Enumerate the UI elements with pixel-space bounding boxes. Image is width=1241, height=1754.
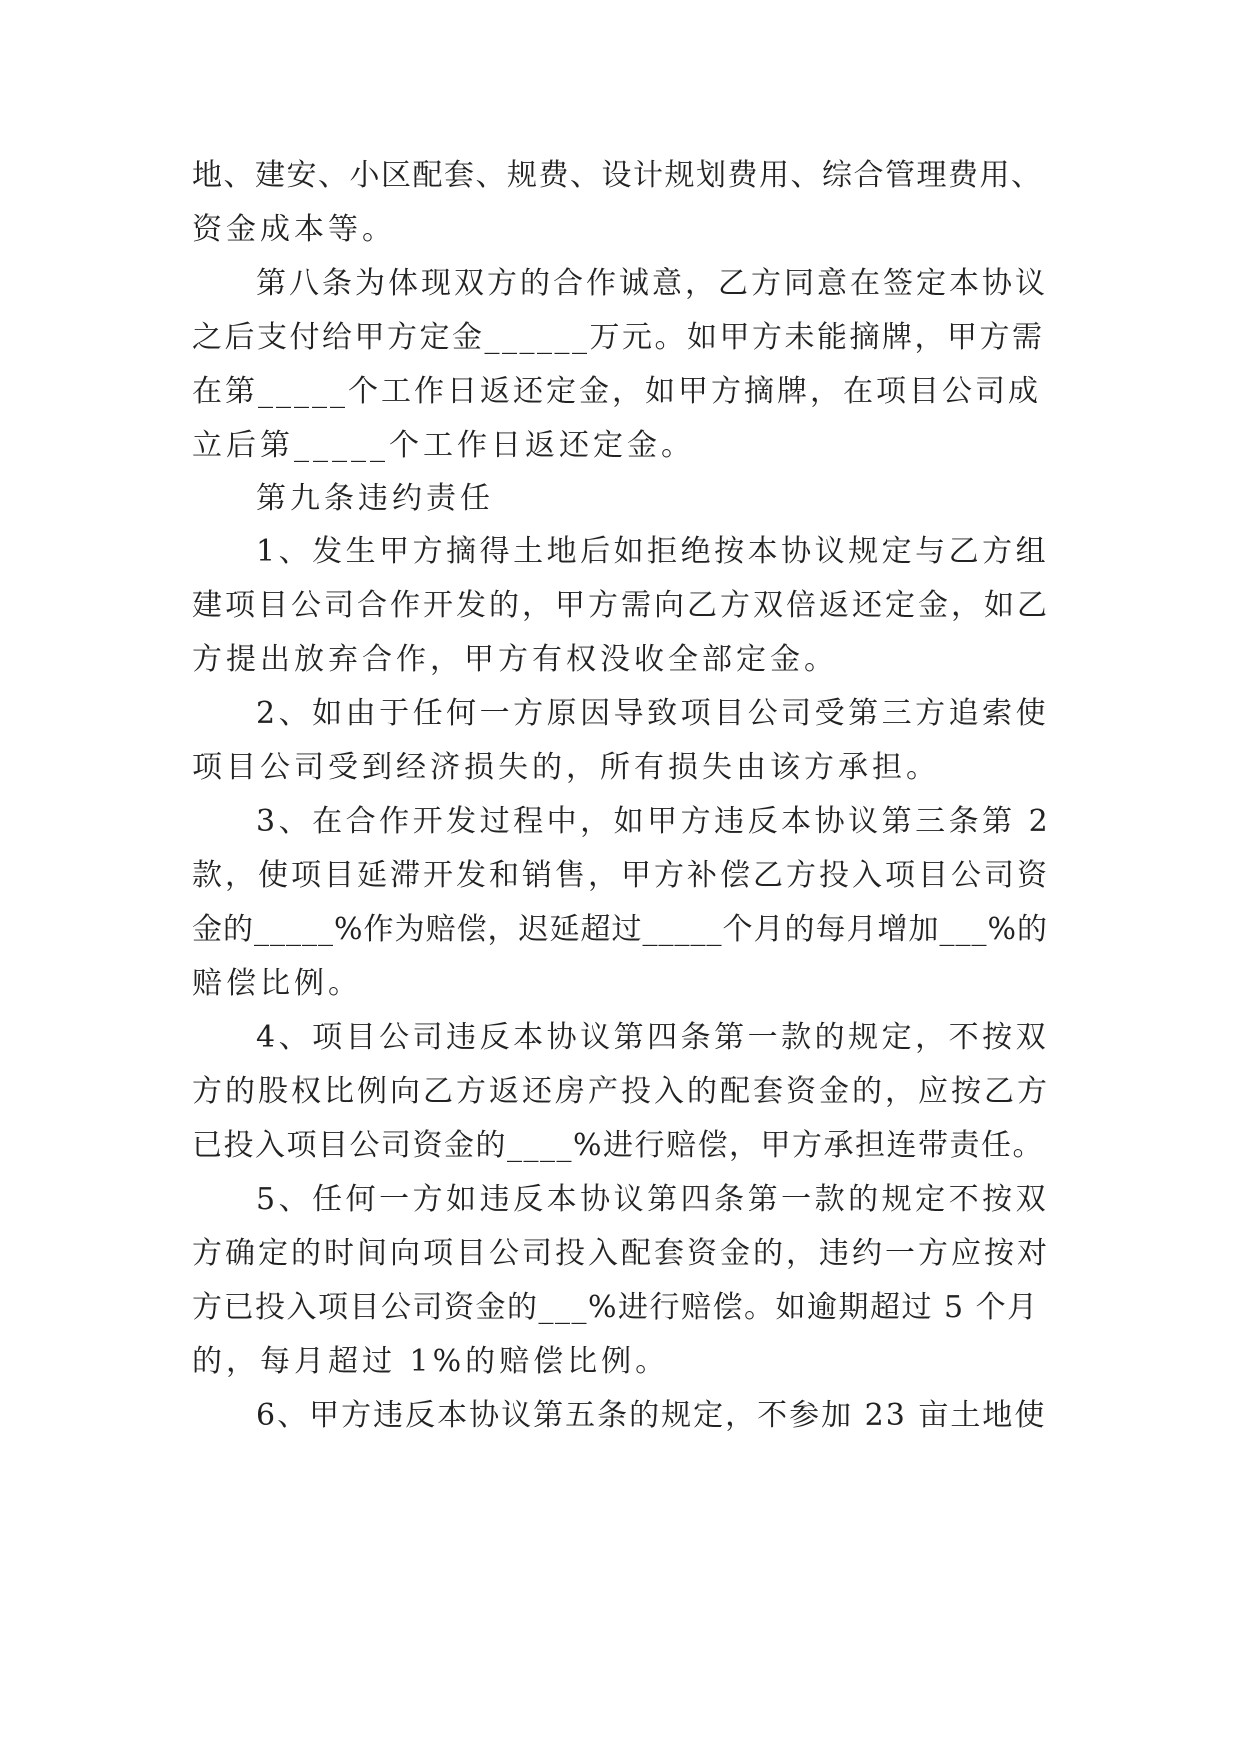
article-9-heading: 第九条违约责任 [256, 481, 494, 516]
text-line: 方确定的时间向项目公司投入配套资金的，违约一方应按对 [192, 1236, 1050, 1271]
text-line: 已投入项目公司资金的____%进行赔偿，甲方承担连带责任。 [192, 1128, 1045, 1163]
article-8-text: 第八条为体现双方的合作诚意，乙方同意在签定本协议 [256, 266, 1048, 301]
clause-4-text: 4、项目公司违反本协议第四条第一款的规定，不按双 [256, 1020, 1050, 1055]
text-line: 方已投入项目公司资金的___%进行赔偿。如逾期超过 5 个月 [192, 1290, 1039, 1325]
clause-6-text: 6、甲方违反本协议第五条的规定，不参加 23 亩土地使 [256, 1398, 1047, 1433]
text-line: 立后第_____个工作日返还定金。 [192, 428, 695, 463]
text-line: 资金成本等。 [192, 212, 396, 247]
clause-3-text: 3、在合作开发过程中，如甲方违反本协议第三条第 2 [256, 804, 1052, 839]
text-line: 金的_____%作为赔偿，迟延超过_____个月的每月增加___%的 [192, 912, 1049, 947]
text-line: 方的股权比例向乙方返还房产投入的配套资金的，应按乙方 [192, 1074, 1050, 1109]
text-line: 之后支付给甲方定金______万元。如甲方未能摘牌，甲方需 [192, 320, 1045, 355]
clause-1-text: 1、发生甲方摘得土地后如拒绝按本协议规定与乙方组 [256, 534, 1050, 569]
clause-5-text: 5、任何一方如违反本协议第四条第一款的规定不按双 [256, 1182, 1050, 1217]
text-line: 地、建安、小区配套、规费、设计规划费用、综合管理费用、 [192, 158, 1043, 193]
text-line: 项目公司受到经济损失的，所有损失由该方承担。 [192, 750, 940, 785]
text-line: 款，使项目延滞开发和销售，甲方补偿乙方投入项目公司资 [192, 858, 1050, 893]
clause-2-text: 2、如由于任何一方原因导致项目公司受第三方追索使 [256, 696, 1050, 731]
text-line: 在第_____个工作日返还定金，如甲方摘牌，在项目公司成 [192, 374, 1041, 409]
text-line: 的，每月超过 1%的赔偿比例。 [192, 1344, 670, 1379]
text-line: 赔偿比例。 [192, 966, 362, 1001]
text-line: 方提出放弃合作，甲方有权没收全部定金。 [192, 642, 838, 677]
text-line: 建项目公司合作开发的，甲方需向乙方双倍返还定金，如乙 [192, 588, 1050, 623]
